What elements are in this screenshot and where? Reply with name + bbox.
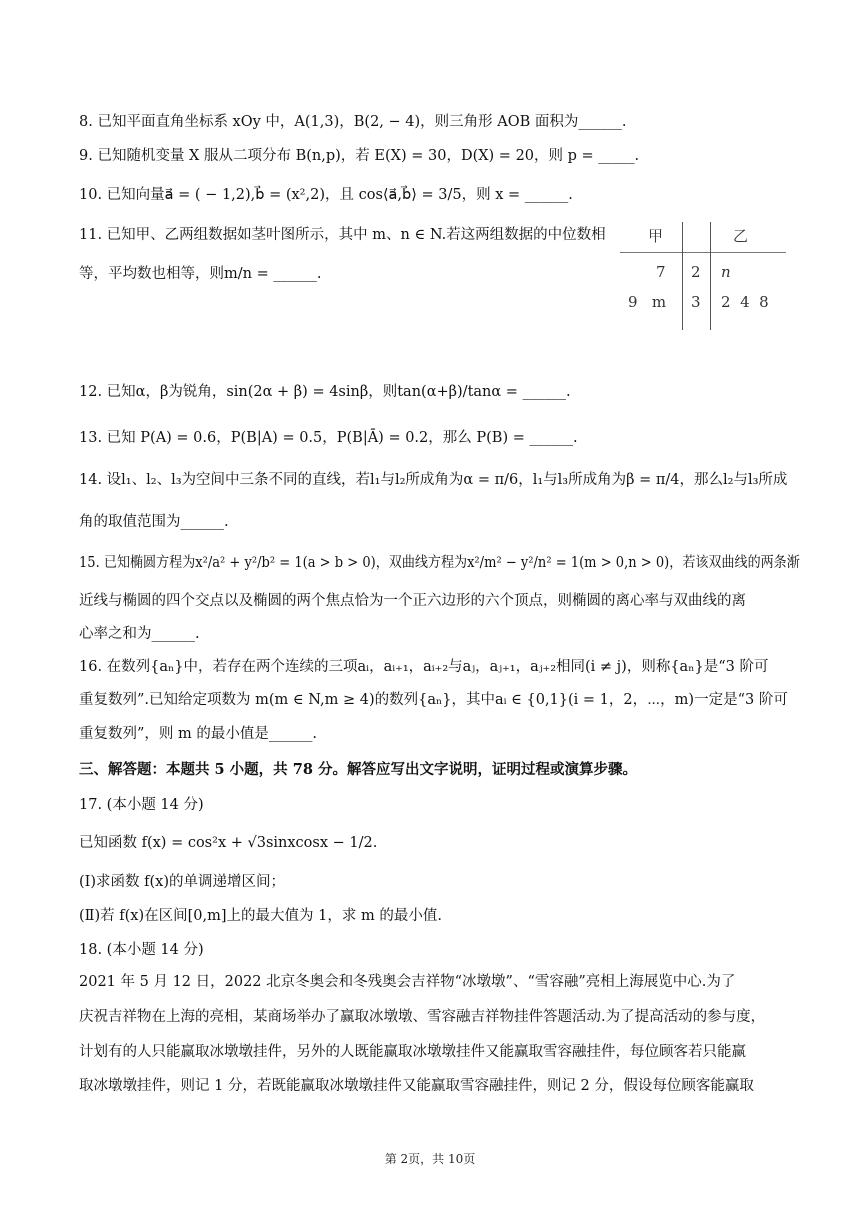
question-17-part-1: (Ⅰ)求函数 f(x)的单调递增区间； <box>79 874 286 890</box>
question-12: 12. 已知α，β为锐角，sin(2α + β) = 4sinβ，则tan(α+β)/tanα = ______. <box>79 384 571 400</box>
question-11-line-2: 等，平均数也相等，则m/n = ______. <box>79 266 322 282</box>
stem-leaf-row2-stem: 3 <box>691 293 701 311</box>
question-15-line-3: 心率之和为______. <box>79 626 200 642</box>
stem-leaf-plot <box>618 222 788 332</box>
question-17-stem: 已知函数 f(x) = cos²x + √3sinxcosx − 1/2. <box>79 835 378 851</box>
question-17-title: 17. (本小题 14 分) <box>79 797 204 813</box>
question-13: 13. 已知 P(A) = 0.6，P(B|A) = 0.5，P(B|Ā) = 0.2，那么 P(B) = ______. <box>79 430 578 446</box>
question-10: 10. 已知向量a⃗ = ( − 1,2),b⃗ = (x²,2)，且 cos⟨a⃗,b⃗⟩ = 3/5，则 x = ______. <box>79 187 573 203</box>
question-18-title: 18. (本小题 14 分) <box>79 942 204 958</box>
question-14-line-1: 14. 设l₁、l₂、l₃为空间中三条不同的直线，若l₁与l₂所成角为α = π/6，l₁与l₃所成角为β = π/4，那么l₂与l₃所成 <box>79 472 788 488</box>
question-18-line-1: 2021 年 5 月 12 日，2022 北京冬奥会和冬残奥会吉祥物“冰墩墩”、“雪容融”亮相上海展览中心.为了 <box>79 974 736 990</box>
question-16-line-1: 16. 在数列{aₙ}中，若存在两个连续的三项aᵢ，aᵢ₊₁，aᵢ₊₂与aⱼ，aⱼ₊₁，aⱼ₊₂相同(i ≠ j)，则称{aₙ}是“3 阶可 <box>79 659 769 675</box>
stem-leaf-divider-right <box>710 222 711 330</box>
question-16-line-2: 重复数列”.已知给定项数为 m(m ∈ N,m ≥ 4)的数列{aₙ}，其中aᵢ ∈ {0,1}(i = 1，2，⋯，m)一定是“3 阶可 <box>79 692 788 708</box>
stem-leaf-row2-right: 2 4 8 <box>721 293 769 311</box>
question-18-line-4: 取冰墩墩挂件，则记 1 分，若既能赢取冰墩墩挂件又能赢取雪容融挂件，则记 2 分，假设每位顾客能赢取 <box>79 1078 754 1094</box>
stem-leaf-header-right: 乙 <box>733 227 749 245</box>
stem-leaf-header-rule <box>620 252 786 253</box>
question-9: 9. 已知随机变量 X 服从二项分布 B(n,p)，若 E(X) = 30，D(X) = 20，则 p = _____. <box>79 148 640 164</box>
stem-leaf-row2-left: 9 m <box>628 293 667 311</box>
question-15-line-1: 15. 已知椭圆方程为x²/a² + y²/b² = 1(a > b > 0)，双曲线方程为x²/m² − y²/n² = 1(m > 0,n > 0)，若该双曲线的两条渐 <box>79 555 800 571</box>
question-18-line-2: 庆祝吉祥物在上海的亮相，某商场举办了赢取冰墩墩、雪容融吉祥物挂件答题活动.为了提高活动的参与度， <box>79 1009 766 1025</box>
section-3-heading: 三、解答题：本题共 5 小题，共 78 分。解答应写出文字说明，证明过程或演算步骤。 <box>79 761 637 778</box>
stem-leaf-row1-left: 7 <box>656 263 666 281</box>
question-16-line-3: 重复数列”，则 m 的最小值是______. <box>79 726 317 742</box>
stem-leaf-row1-right: n <box>721 263 731 281</box>
stem-leaf-row1-stem: 2 <box>691 263 701 281</box>
question-15-line-2: 近线与椭圆的四个交点以及椭圆的两个焦点恰为一个正六边形的六个顶点，则椭圆的离心率与双曲线的离 <box>79 593 746 609</box>
question-14-line-2: 角的取值范围为______. <box>79 514 229 530</box>
question-11-line-1: 11. 已知甲、乙两组数据如茎叶图所示，其中 m、n ∈ N.若这两组数据的中位数相 <box>79 227 606 243</box>
stem-leaf-divider-left <box>682 222 683 330</box>
stem-leaf-header-left: 甲 <box>648 227 664 245</box>
question-18-line-3: 计划有的人只能赢取冰墩墩挂件，另外的人既能赢取冰墩墩挂件又能赢取雪容融挂件，每位顾客若只能赢 <box>79 1044 746 1060</box>
question-8: 8. 已知平面直角坐标系 xOy 中，A(1,3)，B(2, − 4)，则三角形 AOB 面积为______. <box>79 114 627 130</box>
question-17-part-2: (Ⅱ)若 f(x)在区间[0,m]上的最大值为 1，求 m 的最小值. <box>79 908 442 924</box>
page-footer: 第 2页，共 10页 <box>384 1152 476 1166</box>
